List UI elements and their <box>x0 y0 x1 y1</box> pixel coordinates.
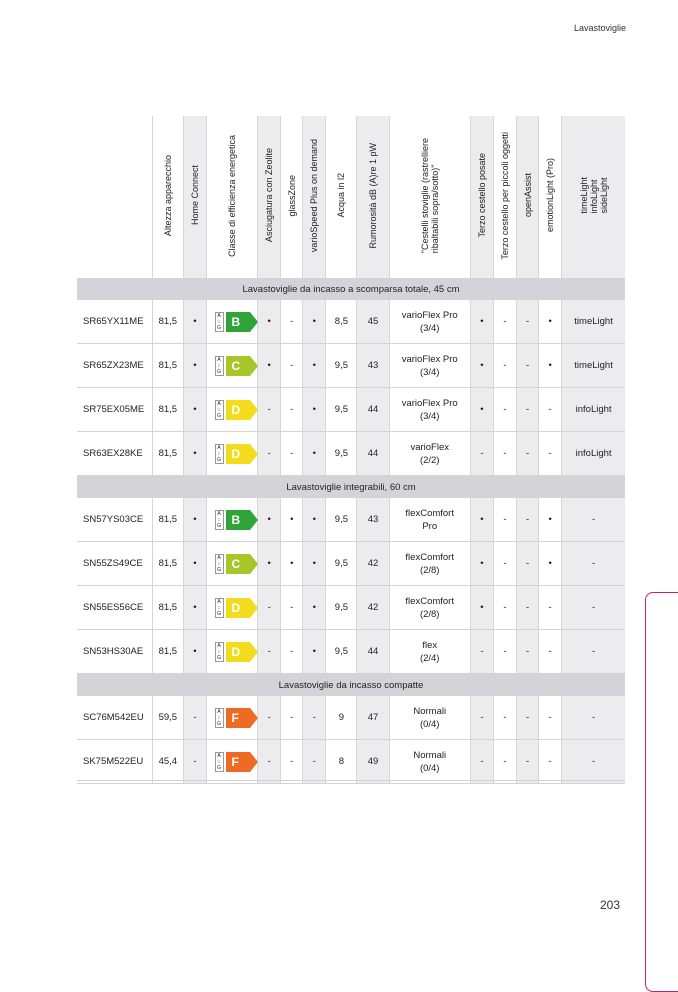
third-cutlery-cell: • <box>470 388 493 432</box>
basket-cell <box>389 388 470 432</box>
water-cell: 8 <box>326 740 357 784</box>
energy-scale-top: A <box>217 356 221 363</box>
home-cell: • <box>183 586 206 630</box>
energy-scale-arrow: ↕ <box>217 758 221 765</box>
page-number: 203 <box>599 898 620 912</box>
energy-class-cell <box>206 630 257 674</box>
table-row <box>77 630 625 674</box>
third-small-cell: - <box>493 344 516 388</box>
noise-cell: 42 <box>357 542 389 586</box>
energy-scale-bottom: G <box>217 654 221 661</box>
column-header-label: timeLight infoLight sideLight <box>578 177 609 214</box>
third-small-cell: - <box>493 586 516 630</box>
column-header <box>539 116 562 278</box>
energy-scale-arrow: ↕ <box>217 362 221 369</box>
table-row <box>77 740 625 784</box>
third-cutlery-cell: • <box>470 344 493 388</box>
noise-cell: 45 <box>357 300 389 344</box>
basket-config: (2/8) <box>419 564 440 576</box>
column-header <box>303 116 326 278</box>
home-cell: • <box>183 542 206 586</box>
home-cell: - <box>183 740 206 784</box>
basket-config: (3/4) <box>419 322 440 334</box>
column-header-label: Home Connect <box>189 165 200 226</box>
third-cutlery-cell: • <box>470 300 493 344</box>
model-code: SN57YS03CE <box>77 498 152 542</box>
basket-type: varioFlex Pro <box>401 309 458 321</box>
vario-cell: • <box>303 542 326 586</box>
column-header-label: Altezza apparecchio <box>162 154 173 237</box>
energy-scale-icon <box>215 356 224 376</box>
third-small-cell: - <box>493 388 516 432</box>
column-header-label: openAssist <box>522 173 533 218</box>
column-header-label: "Cestelli stoviglie (rastrelliere ribaltabili sopra/sotto)" <box>419 137 440 254</box>
height-cell: 81,5 <box>152 542 183 586</box>
height-cell: 81,5 <box>152 630 183 674</box>
energy-class-cell <box>206 300 257 344</box>
glass-cell: - <box>281 300 303 344</box>
energy-scale-arrow: ↕ <box>217 318 221 325</box>
basket-type: varioFlex Pro <box>401 397 458 409</box>
energy-class-arrow: D <box>226 400 250 420</box>
energy-class-cell <box>206 542 257 586</box>
water-cell: 9,5 <box>326 498 357 542</box>
home-cell: • <box>183 630 206 674</box>
energy-scale-arrow: ↕ <box>217 516 221 523</box>
emotion-cell: • <box>539 300 562 344</box>
light-cell: infoLight <box>562 388 625 432</box>
table-row <box>77 432 625 476</box>
open-cell: - <box>517 432 539 476</box>
energy-label <box>215 752 250 772</box>
zeolite-cell: - <box>258 388 281 432</box>
glass-cell: - <box>281 388 303 432</box>
energy-class-arrow: D <box>226 444 250 464</box>
header-model-col <box>77 116 152 278</box>
zeolite-cell: - <box>258 586 281 630</box>
basket-cell <box>389 740 470 784</box>
model-code: SN53HS30AE <box>77 630 152 674</box>
energy-label <box>215 642 250 662</box>
energy-scale-arrow: ↕ <box>217 648 221 655</box>
energy-scale-icon <box>215 598 224 618</box>
home-cell: • <box>183 432 206 476</box>
energy-scale-icon <box>215 510 224 530</box>
column-header <box>206 116 257 278</box>
noise-cell: 44 <box>357 388 389 432</box>
model-code: SK75M522EU <box>77 740 152 784</box>
emotion-cell: - <box>539 630 562 674</box>
open-cell: - <box>517 344 539 388</box>
open-cell: - <box>517 388 539 432</box>
third-small-cell: - <box>493 432 516 476</box>
height-cell: 81,5 <box>152 300 183 344</box>
zeolite-cell: • <box>258 542 281 586</box>
open-cell: - <box>517 740 539 784</box>
glass-cell: - <box>281 586 303 630</box>
glass-cell: - <box>281 696 303 740</box>
model-code: SN55ES56CE <box>77 586 152 630</box>
basket-cell <box>389 696 470 740</box>
energy-scale-top: A <box>217 444 221 451</box>
light-cell: infoLight <box>562 432 625 476</box>
energy-class-arrow: B <box>226 312 250 332</box>
basket-cell <box>389 542 470 586</box>
energy-scale-bottom: G <box>217 610 221 617</box>
model-code: SC76M542EU <box>77 696 152 740</box>
vario-cell: • <box>303 586 326 630</box>
noise-cell: 43 <box>357 344 389 388</box>
open-cell: - <box>517 542 539 586</box>
home-cell: - <box>183 696 206 740</box>
zeolite-cell: • <box>258 344 281 388</box>
height-cell: 81,5 <box>152 586 183 630</box>
open-cell: - <box>517 630 539 674</box>
noise-cell: 47 <box>357 696 389 740</box>
zeolite-cell: - <box>258 696 281 740</box>
column-header <box>517 116 539 278</box>
third-small-cell: - <box>493 630 516 674</box>
emotion-cell: • <box>539 344 562 388</box>
energy-scale-top: A <box>217 642 221 649</box>
column-header <box>470 116 493 278</box>
energy-scale-top: A <box>217 400 221 407</box>
table-row <box>77 586 625 630</box>
table-row <box>77 344 625 388</box>
basket-cell <box>389 586 470 630</box>
energy-scale-arrow: ↕ <box>217 560 221 567</box>
energy-label <box>215 598 250 618</box>
page-header-title: Lavastoviglie <box>573 23 626 33</box>
table-row <box>77 696 625 740</box>
glass-cell: - <box>281 740 303 784</box>
light-cell: - <box>562 542 625 586</box>
energy-class-cell <box>206 586 257 630</box>
energy-class-arrow: B <box>226 510 250 530</box>
model-code: SR75EX05ME <box>77 388 152 432</box>
section-title: Lavastoviglie da incasso compatte <box>77 674 625 697</box>
column-header <box>152 116 183 278</box>
glass-cell: - <box>281 630 303 674</box>
zeolite-cell: - <box>258 630 281 674</box>
vario-cell: • <box>303 344 326 388</box>
energy-label <box>215 510 250 530</box>
light-cell: - <box>562 586 625 630</box>
energy-class-arrow: C <box>226 356 250 376</box>
energy-class-arrow: D <box>226 598 250 618</box>
column-header <box>493 116 516 278</box>
emotion-cell: - <box>539 696 562 740</box>
column-header-label: Terzo cestello posate <box>476 153 487 238</box>
basket-type: varioFlex Pro <box>401 353 458 365</box>
height-cell: 45,4 <box>152 740 183 784</box>
emotion-cell: • <box>539 498 562 542</box>
energy-scale-arrow: ↕ <box>217 604 221 611</box>
water-cell: 9 <box>326 696 357 740</box>
open-cell: - <box>517 696 539 740</box>
energy-class-arrow: C <box>226 554 250 574</box>
third-cutlery-cell: • <box>470 542 493 586</box>
column-header <box>183 116 206 278</box>
model-code: SR63EX28KE <box>77 432 152 476</box>
noise-cell: 43 <box>357 498 389 542</box>
noise-cell: 49 <box>357 740 389 784</box>
vario-cell: • <box>303 300 326 344</box>
energy-scale-arrow: ↕ <box>217 406 221 413</box>
basket-config: (2/2) <box>419 454 440 466</box>
home-cell: • <box>183 388 206 432</box>
basket-cell <box>389 498 470 542</box>
energy-scale-icon <box>215 400 224 420</box>
basket-cell <box>389 344 470 388</box>
zeolite-cell: - <box>258 740 281 784</box>
glass-cell: • <box>281 498 303 542</box>
third-small-cell: - <box>493 542 516 586</box>
basket-type: Normali <box>413 705 447 717</box>
energy-label <box>215 312 250 332</box>
energy-scale-bottom: G <box>217 324 221 331</box>
vario-cell: - <box>303 696 326 740</box>
third-cutlery-cell: • <box>470 586 493 630</box>
section-title: Lavastoviglie integrabili, 60 cm <box>77 476 625 499</box>
third-small-cell: - <box>493 300 516 344</box>
basket-cell <box>389 300 470 344</box>
energy-scale-top: A <box>217 554 221 561</box>
model-code: SR65YX11ME <box>77 300 152 344</box>
energy-label <box>215 444 250 464</box>
energy-label <box>215 400 250 420</box>
energy-scale-icon <box>215 444 224 464</box>
basket-config: (0/4) <box>419 718 440 730</box>
column-header-label: Acqua in l2 <box>336 173 347 218</box>
basket-cell <box>389 432 470 476</box>
height-cell: 81,5 <box>152 432 183 476</box>
third-cutlery-cell: - <box>470 740 493 784</box>
glass-cell: - <box>281 432 303 476</box>
energy-scale-icon <box>215 642 224 662</box>
energy-label <box>215 554 250 574</box>
water-cell: 9,5 <box>326 388 357 432</box>
table-row <box>77 300 625 344</box>
energy-scale-icon <box>215 312 224 332</box>
energy-scale-top: A <box>217 752 221 759</box>
dishwasher-spec-table <box>77 116 625 784</box>
section-row <box>77 476 625 499</box>
zeolite-cell: • <box>258 498 281 542</box>
basket-config: (2/4) <box>419 652 440 664</box>
energy-scale-icon <box>215 708 224 728</box>
basket-type: flexComfort <box>405 595 454 607</box>
light-cell: timeLight <box>562 300 625 344</box>
vario-cell: - <box>303 740 326 784</box>
energy-class-cell <box>206 740 257 784</box>
height-cell: 59,5 <box>152 696 183 740</box>
water-cell: 8,5 <box>326 300 357 344</box>
vario-cell: • <box>303 630 326 674</box>
emotion-cell: • <box>539 542 562 586</box>
model-code: SR65ZX23ME <box>77 344 152 388</box>
home-cell: • <box>183 498 206 542</box>
glass-cell: • <box>281 542 303 586</box>
energy-scale-bottom: G <box>217 720 221 727</box>
energy-scale-bottom: G <box>217 412 221 419</box>
zeolite-cell: - <box>258 432 281 476</box>
column-header <box>562 116 625 278</box>
column-header <box>357 116 389 278</box>
table-bottom-rule <box>77 780 625 781</box>
energy-scale-bottom: G <box>217 566 221 573</box>
open-cell: - <box>517 300 539 344</box>
energy-class-arrow: F <box>226 752 250 772</box>
height-cell: 81,5 <box>152 498 183 542</box>
page-tab-marker <box>645 592 678 992</box>
open-cell: - <box>517 586 539 630</box>
column-header-label: Rumorosità dB (A)re 1 pW <box>368 142 379 249</box>
basket-type: varioFlex <box>410 441 449 453</box>
column-header-label: Classe di efficienza energetica <box>227 134 238 257</box>
third-cutlery-cell: - <box>470 432 493 476</box>
column-header-label: varioSpeed Plus on demand <box>309 138 320 253</box>
basket-type: flex <box>422 639 438 651</box>
energy-class-cell <box>206 388 257 432</box>
energy-label <box>215 356 250 376</box>
light-cell: - <box>562 630 625 674</box>
section-title: Lavastoviglie da incasso a scomparsa totale, 45 cm <box>77 278 625 300</box>
energy-scale-top: A <box>217 510 221 517</box>
energy-scale-arrow: ↕ <box>217 450 221 457</box>
light-cell: - <box>562 696 625 740</box>
third-small-cell: - <box>493 498 516 542</box>
energy-label <box>215 708 250 728</box>
third-small-cell: - <box>493 740 516 784</box>
basket-type: flexComfort <box>405 507 454 519</box>
vario-cell: • <box>303 498 326 542</box>
energy-scale-top: A <box>217 708 221 715</box>
energy-scale-bottom: G <box>217 368 221 375</box>
energy-scale-top: A <box>217 312 221 319</box>
basket-config: (0/4) <box>419 762 440 774</box>
water-cell: 9,5 <box>326 586 357 630</box>
light-cell: - <box>562 740 625 784</box>
column-header <box>326 116 357 278</box>
emotion-cell: - <box>539 388 562 432</box>
emotion-cell: - <box>539 586 562 630</box>
third-cutlery-cell: - <box>470 630 493 674</box>
open-cell: - <box>517 498 539 542</box>
energy-scale-top: A <box>217 598 221 605</box>
third-small-cell: - <box>493 696 516 740</box>
energy-class-cell <box>206 344 257 388</box>
column-header-label: glassZone <box>286 174 297 217</box>
energy-scale-bottom: G <box>217 456 221 463</box>
home-cell: • <box>183 344 206 388</box>
column-header-label: emotionLight (Pro) <box>545 158 556 233</box>
energy-class-cell <box>206 432 257 476</box>
column-header <box>281 116 303 278</box>
third-cutlery-cell: • <box>470 498 493 542</box>
column-header <box>389 116 470 278</box>
energy-scale-arrow: ↕ <box>217 714 221 721</box>
zeolite-cell: • <box>258 300 281 344</box>
height-cell: 81,5 <box>152 344 183 388</box>
table-row <box>77 388 625 432</box>
height-cell: 81,5 <box>152 388 183 432</box>
column-header-label: Terzo cestello per piccoli oggetti <box>499 131 510 260</box>
light-cell: - <box>562 498 625 542</box>
basket-config: (2/8) <box>419 608 440 620</box>
basket-config: (3/4) <box>419 410 440 422</box>
emotion-cell: - <box>539 432 562 476</box>
energy-class-arrow: D <box>226 642 250 662</box>
basket-config: (3/4) <box>419 366 440 378</box>
section-row <box>77 674 625 697</box>
water-cell: 9,5 <box>326 432 357 476</box>
energy-scale-icon <box>215 554 224 574</box>
water-cell: 9,5 <box>326 542 357 586</box>
water-cell: 9,5 <box>326 344 357 388</box>
column-header <box>258 116 281 278</box>
noise-cell: 42 <box>357 586 389 630</box>
energy-scale-icon <box>215 752 224 772</box>
energy-scale-bottom: G <box>217 522 221 529</box>
third-cutlery-cell: - <box>470 696 493 740</box>
noise-cell: 44 <box>357 432 389 476</box>
vario-cell: • <box>303 388 326 432</box>
basket-config: Pro <box>422 520 438 532</box>
section-row <box>77 278 625 300</box>
table-row <box>77 498 625 542</box>
basket-cell <box>389 630 470 674</box>
energy-class-cell <box>206 696 257 740</box>
basket-type: Normali <box>413 749 447 761</box>
energy-scale-bottom: G <box>217 764 221 771</box>
basket-type: flexComfort <box>405 551 454 563</box>
light-cell: timeLight <box>562 344 625 388</box>
table-row <box>77 542 625 586</box>
energy-class-cell <box>206 498 257 542</box>
energy-class-arrow: F <box>226 708 250 728</box>
noise-cell: 44 <box>357 630 389 674</box>
vario-cell: • <box>303 432 326 476</box>
water-cell: 9,5 <box>326 630 357 674</box>
emotion-cell: - <box>539 740 562 784</box>
home-cell: • <box>183 300 206 344</box>
column-header-label: Asciugatura con Zeolite <box>264 148 275 243</box>
glass-cell: - <box>281 344 303 388</box>
model-code: SN55ZS49CE <box>77 542 152 586</box>
